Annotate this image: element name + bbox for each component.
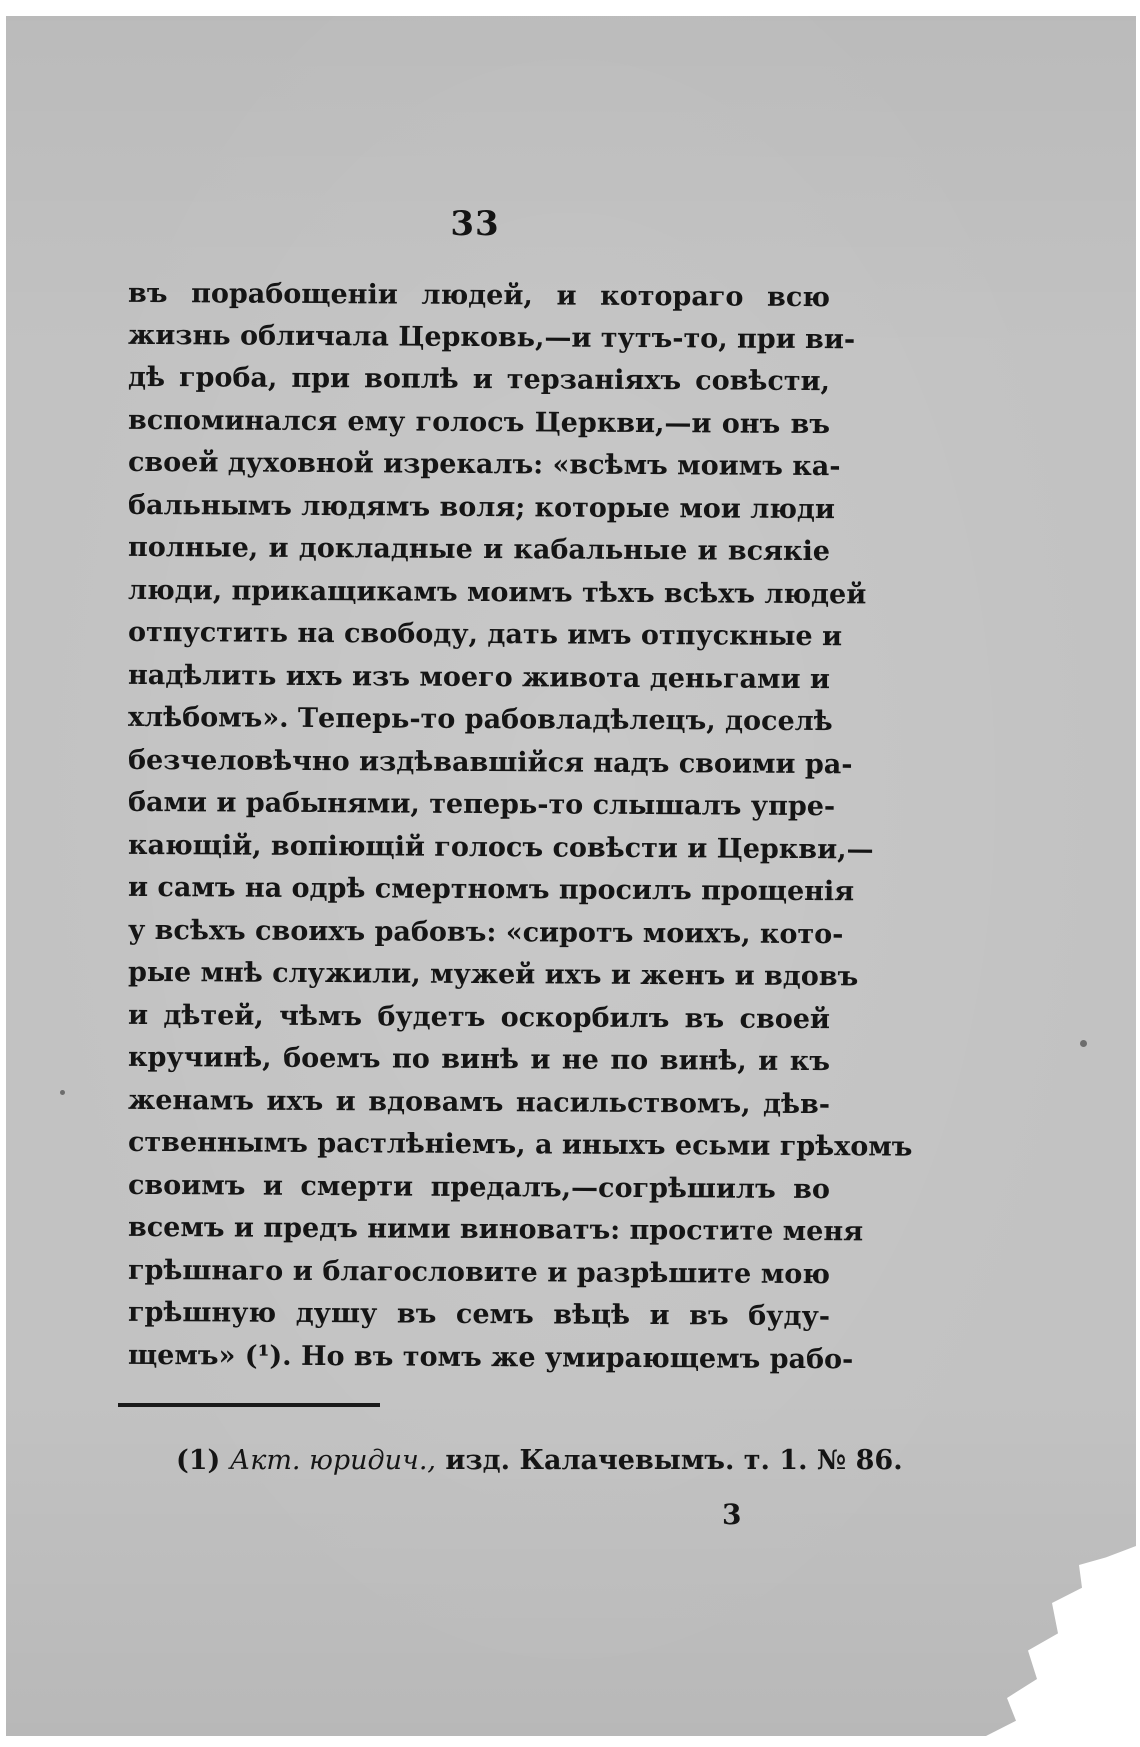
text-line: ственнымъ растлѣніемъ, а иныхъ есьми грѣхомъ [127,1126,913,1163]
text-line: хлѣбомъ». Теперь-то рабовладѣлецъ, доселѣ [127,701,833,738]
text-line: полные, и докладные и кабальные и всякіе [127,531,831,568]
text-line: рые мнѣ служили, мужей ихъ и женъ и вдовъ [127,956,859,993]
footnote-details: изд. Калачевымъ. т. 1. № 86. [445,1445,903,1476]
page-number: 33 [450,204,500,244]
text-line: бами и рабынями, теперь-то слышалъ упре- [127,786,836,823]
text-line: кающій, вопіющій голосъ совѣсти и Церкви,— [127,829,874,866]
signature-mark: 3 [722,1498,742,1531]
text-line: и самъ на одрѣ смертномъ просилъ прощенія [127,871,855,908]
text-line: отпустить на свободу, дать имъ отпускные и [127,616,843,653]
footnote [176,1443,903,1479]
text-line: безчеловѣчно издѣвавшійся надъ своими ра- [127,744,853,781]
text-line: у всѣхъ своихъ рабовъ: «сиротъ моихъ, кото- [127,914,844,951]
text-line: своей духовной изрекалъ: «всѣмъ моимъ ка- [127,446,841,483]
text-line: грѣшную душу въ семъ вѣцѣ и въ буду- [127,1296,831,1333]
text-line: и дѣтей, чѣмъ будетъ оскорбилъ въ своей [127,999,831,1036]
text-line: кручинѣ, боемъ по винѣ и не по винѣ, и къ [127,1041,831,1078]
footnote-separator [118,1403,380,1407]
text-line: люди, прикащикамъ моимъ тѣхъ всѣхъ людей [127,574,867,611]
footnote-marker: (1) [176,1445,221,1476]
paper-speck [1080,1040,1087,1047]
text-line: своимъ и смерти предалъ,—согрѣшилъ во [127,1169,831,1206]
text-line: щемъ» (¹). Но въ томъ же умирающемъ рабо- [127,1339,854,1376]
footnote-source: Акт. юридич., [229,1445,436,1476]
text-line: надѣлить ихъ изъ моего живота деньгами и [127,659,831,696]
text-line: вспоминался ему голосъ Церкви,—и онъ въ [127,404,831,441]
text-line: всемъ и предъ ними виноватъ: простите меня [127,1211,864,1248]
text-line: женамъ ихъ и вдовамъ насильствомъ, дѣв- [127,1084,831,1121]
text-line: жизнь обличала Церковь,—и тутъ-то, при ви- [127,319,856,356]
text-line: дѣ гроба, при воплѣ и терзаніяхъ совѣсти, [127,361,831,398]
text-line: въ порабощеніи людей, и котораго всю [127,277,831,314]
text-line: грѣшнаго и благословите и разрѣшите мою [127,1254,831,1291]
text-line: бальнымъ людямъ воля; которые мои люди [127,489,836,526]
paper-speck [60,1090,65,1095]
